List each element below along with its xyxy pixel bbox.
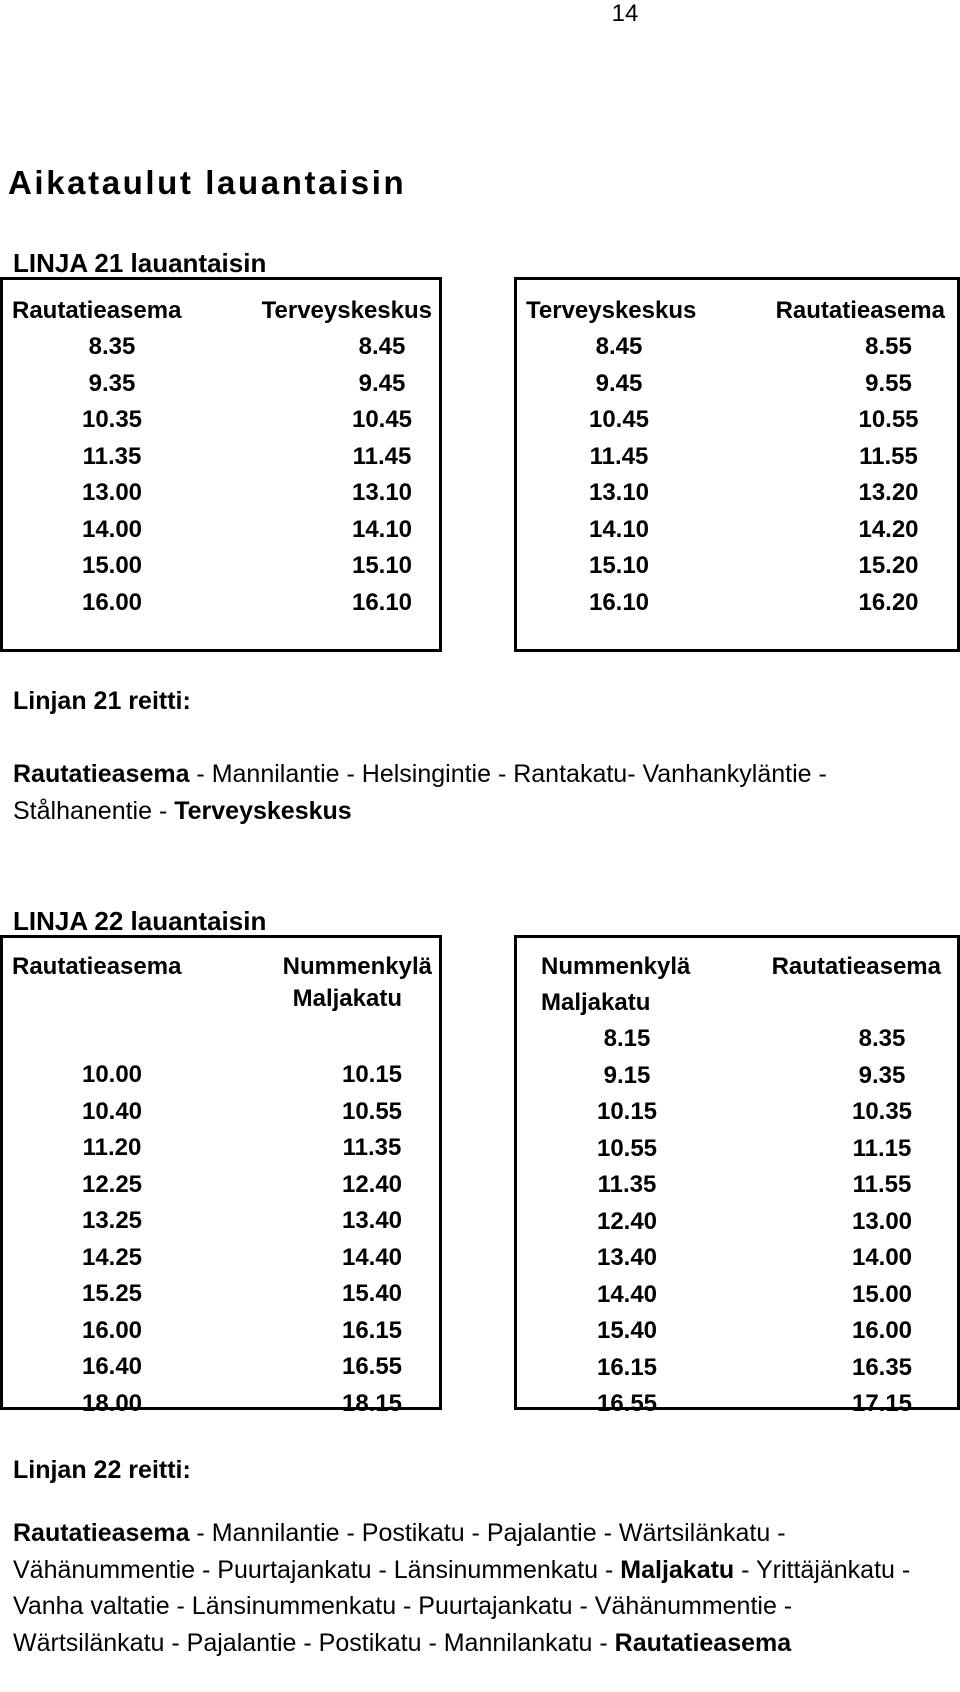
line21-left-table	[12, 293, 432, 621]
time-cell: 10.35	[851, 1098, 913, 1126]
table-row	[541, 1094, 941, 1131]
table-row	[526, 548, 945, 585]
time-cell: 13.40	[596, 1244, 658, 1272]
column-header: Rautatieasema	[771, 953, 941, 980]
table-row	[541, 1131, 941, 1168]
time-cell: 16.55	[596, 1390, 658, 1418]
time-cell: 13.25	[81, 1207, 143, 1235]
time-cell: 11.45	[352, 442, 412, 470]
time-cell: 10.15	[341, 1061, 403, 1089]
line22-right-table	[541, 949, 941, 1423]
page-title: Aikataulut lauantaisin	[8, 164, 407, 201]
table-row	[12, 1203, 432, 1240]
time-cell: 10.45	[351, 406, 413, 434]
table-row	[12, 1313, 432, 1350]
column-header: Rautatieasema	[775, 297, 945, 324]
page-number: 14	[611, 0, 639, 27]
table-row	[12, 1057, 432, 1094]
table-row	[541, 1350, 941, 1387]
time-cell: 14.10	[588, 515, 650, 543]
table-row	[526, 366, 945, 403]
time-cell: 16.55	[341, 1353, 403, 1381]
table-row	[12, 1276, 432, 1313]
time-cell: 16.10	[351, 588, 413, 616]
table-row	[541, 1386, 941, 1423]
time-cell: 14.00	[81, 515, 143, 543]
time-cell: 16.20	[858, 588, 919, 616]
column-header: Terveyskeskus	[526, 297, 697, 324]
time-cell: 11.55	[852, 1171, 912, 1199]
line22-left-box	[0, 935, 442, 1417]
time-cell: 15.00	[81, 552, 143, 580]
time-cell: 12.25	[81, 1170, 143, 1198]
line22-route-text	[13, 1515, 943, 1661]
table-header-row	[541, 949, 941, 985]
time-cell: 18.15	[341, 1389, 403, 1417]
time-cell: 11.45	[589, 442, 649, 470]
time-cell: 13.40	[341, 1207, 403, 1235]
table-row	[541, 1313, 941, 1350]
time-cell: 15.40	[596, 1317, 658, 1345]
line21-heading: LINJA 21 lauantaisin	[13, 248, 267, 278]
time-cell: 16.00	[851, 1317, 913, 1345]
time-cell: 15.25	[81, 1280, 143, 1308]
time-cell: 17.15	[851, 1390, 913, 1418]
line21-right-box	[514, 277, 960, 652]
column-header: Terveyskeskus	[261, 297, 432, 324]
table-row	[526, 512, 945, 549]
time-cell: 13.00	[851, 1207, 913, 1235]
table-row	[12, 402, 432, 439]
time-cell: 9.45	[358, 369, 406, 397]
table-header-row	[12, 293, 432, 329]
line21-right-table	[526, 293, 945, 621]
time-cell: 11.35	[342, 1134, 402, 1162]
time-cell: 13.10	[351, 479, 413, 507]
line22-left-table	[12, 949, 432, 1422]
time-cell: 10.55	[341, 1097, 403, 1125]
column-subheader	[12, 985, 212, 1057]
time-cell: 16.35	[851, 1353, 913, 1381]
time-cell: 8.15	[603, 1025, 651, 1053]
time-cell: 8.35	[88, 333, 136, 361]
time-cell: 10.45	[588, 406, 650, 434]
table-row	[12, 329, 432, 366]
route-segment: - Mannilantie - Postikatu - Pajalantie - Wärtsilänkatu - Vähänummentie - Puurtajankatu - Länsinummenkatu -	[13, 1519, 786, 1584]
column-header: Rautatieasema	[12, 953, 182, 980]
time-cell: 12.40	[596, 1207, 658, 1235]
line21-left-box	[0, 277, 442, 652]
time-cell: 14.20	[858, 515, 919, 543]
table-row	[12, 439, 432, 476]
time-cell: 8.45	[358, 333, 406, 361]
table-row	[526, 439, 945, 476]
time-cell: 16.15	[341, 1316, 403, 1344]
table-row	[12, 1386, 432, 1423]
time-cell: 15.10	[588, 552, 650, 580]
table-row	[12, 366, 432, 403]
time-cell: 15.00	[851, 1280, 913, 1308]
time-cell: 10.40	[81, 1097, 143, 1125]
line22-right-box	[514, 935, 960, 1418]
line21-route-text	[13, 756, 943, 829]
time-cell: 11.55	[859, 442, 918, 470]
time-cell: 13.10	[588, 479, 650, 507]
table-row	[541, 1058, 941, 1095]
table-row	[541, 1240, 941, 1277]
time-cell: 16.00	[81, 588, 143, 616]
table-row	[12, 1240, 432, 1277]
table-row	[541, 1204, 941, 1241]
time-cell: 9.15	[603, 1061, 651, 1089]
time-cell: 9.35	[858, 1061, 906, 1089]
route-segment: - Yrittäjänkatu - Vanha valtatie - Länsinummenkatu - Puurtajankatu - Vähänummentie - Wärtsilänkatu - Pajalantie - Postikatu - Mannilankatu -	[13, 1555, 911, 1657]
route-stop-major: Maljakatu	[620, 1555, 735, 1584]
time-cell: 10.15	[596, 1098, 658, 1126]
time-cell: 10.55	[858, 406, 919, 434]
line22-heading: LINJA 22 lauantaisin	[13, 906, 267, 936]
time-cell: 11.35	[82, 442, 142, 470]
column-subheader: Maljakatu	[541, 989, 651, 1016]
table-row	[12, 1130, 432, 1167]
time-cell: 12.40	[341, 1170, 403, 1198]
table-row	[526, 585, 945, 622]
route-stop-major: Terveyskeskus	[174, 796, 352, 825]
route-stop-major: Rautatieasema	[13, 1519, 190, 1547]
time-cell: 14.40	[596, 1280, 658, 1308]
time-cell: 16.40	[81, 1353, 143, 1381]
table-row	[12, 1349, 432, 1386]
table-row	[12, 512, 432, 549]
time-cell: 14.10	[351, 515, 413, 543]
table-subheader-row	[541, 985, 941, 1021]
table-row	[12, 548, 432, 585]
column-header: Nummenkylä	[282, 953, 432, 980]
table-header-row	[12, 949, 432, 985]
time-cell: 8.55	[865, 333, 912, 361]
time-cell: 9.45	[595, 369, 643, 397]
time-cell: 10.00	[81, 1061, 143, 1089]
table-row	[12, 585, 432, 622]
time-cell: 15.40	[341, 1280, 403, 1308]
column-subheader	[713, 985, 941, 1021]
column-header: Nummenkylä	[541, 953, 691, 980]
time-cell: 16.15	[596, 1353, 658, 1381]
time-cell: 10.55	[596, 1134, 658, 1162]
time-cell: 11.15	[852, 1134, 912, 1162]
time-cell: 18.00	[81, 1389, 143, 1417]
time-cell: 14.40	[341, 1243, 403, 1271]
table-row	[12, 1167, 432, 1204]
route-segment: - Mannilantie - Helsingintie - Rantakatu- Vanhankyläntie - Stålhanentie -	[13, 760, 827, 825]
table-row	[526, 402, 945, 439]
time-cell: 14.25	[81, 1243, 143, 1271]
time-cell: 13.20	[858, 479, 919, 507]
table-header-row	[526, 293, 945, 329]
time-cell: 13.00	[81, 479, 143, 507]
time-cell: 14.00	[851, 1244, 913, 1272]
column-header: Rautatieasema	[12, 297, 182, 324]
table-row	[526, 329, 945, 366]
time-cell: 8.35	[858, 1025, 906, 1053]
table-row	[526, 475, 945, 512]
time-cell: 15.10	[351, 552, 413, 580]
time-cell: 11.20	[82, 1134, 142, 1162]
table-row	[541, 1167, 941, 1204]
time-cell: 15.20	[858, 552, 919, 580]
time-cell: 9.35	[88, 369, 136, 397]
table-subheader-row	[12, 985, 432, 1057]
route-stop-major: Rautatieasema	[13, 760, 190, 788]
table-row	[541, 1021, 941, 1058]
line21-route-heading: Linjan 21 reitti:	[13, 687, 191, 715]
line22-route-heading: Linjan 22 reitti:	[13, 1456, 191, 1484]
time-cell: 9.55	[865, 369, 912, 397]
route-stop-major: Rautatieasema	[614, 1628, 792, 1657]
time-cell: 10.35	[81, 406, 143, 434]
time-cell: 11.35	[597, 1171, 657, 1199]
column-subheader: Maljakatu	[292, 985, 402, 1012]
time-cell: 16.00	[81, 1316, 143, 1344]
table-row	[12, 1094, 432, 1131]
table-row	[541, 1277, 941, 1314]
table-row	[12, 475, 432, 512]
time-cell: 16.10	[588, 588, 650, 616]
time-cell: 8.45	[595, 333, 643, 361]
